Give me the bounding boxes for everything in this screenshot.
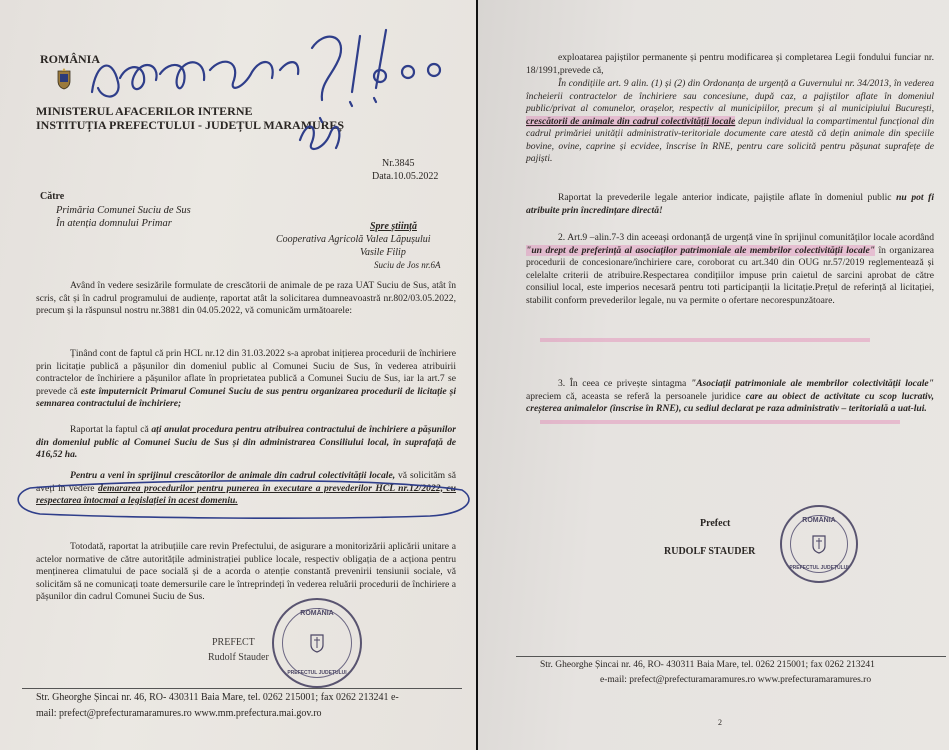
official-stamp bbox=[272, 598, 362, 688]
right-paragraph-4 bbox=[526, 232, 934, 307]
paragraph-1-text: Având în vedere sesizările formulate de crescătorii de animale de pe raza UAT Suciu de Sus, atât în scris, cât și în cadrul programului de audiențe, raportat atât la solicitarea dumneavoastră nr.802/03.05.2022, precum și la răspunsul nostru nr.3881 din 04.05.2022, vă comunicăm următoarele: bbox=[36, 280, 456, 316]
right-paragraph-4-rest: în organizarea procedurii de concesionare/închiriere care, coroborat cu art.340 din OUG nr.57/2019 reglementează și celelalte criterii de atribuire.Respectarea condițiilor impuse prin caietul de sarcini aprobat de către consiliul local, este imperios necesară pentru toti participanții la licitație.Prețul de referință al licitației, stabilit conform prevederilor legale, nu va permite o ofertare necorespunzătoare. bbox=[526, 244, 934, 306]
right-paragraph-1 bbox=[526, 52, 934, 77]
right-paragraph-5-term: "Asociații patrimoniale ale membrilor colectivității locale" bbox=[690, 378, 934, 389]
right-paragraph-2-rest: depun individual la compartimentul funcțional din cadrul primăriei unității administrativ-teritoriale documente care atestă că dețin animale din speciile bovine, ovine, caprine și ecvidee, înscrise în RNE, pentru care solicită pentru pășunat suprafețe de pajiști. bbox=[526, 115, 934, 164]
right-paragraph-1-text: exploatarea pajiștilor permanente și pentru modificarea și completarea Legii fondului funciar nr. 18/1991,prevede că, bbox=[526, 52, 934, 76]
paragraph-4 bbox=[36, 470, 456, 508]
right-paragraph-3-text: Raportat la prevederile legale anterior indicate, pajiștile aflate în domeniul public bbox=[558, 192, 897, 203]
cc-line-3: Suciu de Jos nr.6A bbox=[374, 260, 441, 270]
right-footer-divider bbox=[516, 656, 946, 657]
right-paragraph-3 bbox=[526, 192, 934, 217]
right-signature-name: RUDOLF STAUDER bbox=[664, 546, 756, 557]
stamp-text-bottom: PREFECTUL JUDEȚULUI bbox=[287, 670, 347, 676]
cc-line-1: Cooperativa Agricolă Valea Lăpușului bbox=[276, 234, 431, 245]
stamp-crest-icon bbox=[309, 633, 325, 653]
right-official-stamp bbox=[780, 505, 858, 583]
cc-label: Spre știință bbox=[370, 221, 417, 232]
paragraph-3-text: Raportat la faptul că bbox=[70, 424, 152, 435]
paragraph-1 bbox=[36, 280, 456, 318]
right-footer-contact: e-mail: prefect@prefecturamaramures.ro www.prefecturamaramures.ro bbox=[600, 675, 872, 685]
header-country: ROMÂNIA bbox=[40, 52, 100, 66]
document-number: Nr.3845 bbox=[382, 158, 415, 169]
recipient-label: Către bbox=[40, 191, 65, 202]
right-paragraph-2-highlight: crescătorii de animale din cadrul colectivității locale bbox=[526, 115, 736, 127]
right-paragraph-5-text-2: apreciem că, aceasta se referă la persoanele juridice bbox=[526, 390, 746, 402]
header-institution: INSTITUȚIA PREFECTULUI - JUDEȚUL MARAMUREȘ bbox=[36, 118, 345, 132]
right-paragraph-3-emphasis: nu pot fi atribuite prin încredințare directă! bbox=[526, 192, 934, 216]
highlight-stroke bbox=[540, 338, 870, 342]
paragraph-5 bbox=[36, 541, 456, 604]
paragraph-5-text: Totodată, raportat la atribuțiile care revin Prefectului, de asigurare a monitorizării aplicării unitare a actelor normative de către autoritățile administrației publice locale, respectiv obligația de a acționa pentru menținerea climatului de pace socială și de a acorda o atenție constantă prevenirii tensiunii sociale, vă solicităm să ne comunicați toate demersurile care le întreprindeți în vederea reluării procedurii de închiriere a pășunilor din cadrul Comunei Suciu de Sus. bbox=[36, 541, 456, 602]
right-paragraph-2-text: În condițiile art. 9 alin. (1) și (2) din Ordonanța de urgență a Guvernului nr. 34/2013, în vederea încheierii contractelor de închiriere sau concesiune, după caz, a pajiștilor aflate în domeniul public/privat al comunelor, orașelor, respectiv al municipiilor, precum și al municipiului București, bbox=[526, 78, 934, 114]
right-stamp-crest-icon bbox=[811, 534, 827, 554]
right-signature-title: Prefect bbox=[700, 518, 731, 529]
right-stamp-text-bottom: PREFECTUL JUDEȚULUI bbox=[789, 565, 849, 571]
page-number: 2 bbox=[718, 718, 722, 727]
paragraph-3-emphasis: ați anulat procedura pentru atribuirea contractului de închiriere a pășunilor din domeniul public al Comunei Suciu de Sus și din administrarea Consiliului local, în suprafață de 416,52 ha. bbox=[36, 424, 456, 460]
right-paragraph-5 bbox=[526, 378, 934, 416]
coat-of-arms-icon bbox=[56, 68, 72, 90]
cc-line-2: Vasile Filip bbox=[360, 247, 406, 258]
document-date: Data.10.05.2022 bbox=[372, 171, 439, 182]
right-paragraph-2 bbox=[526, 78, 934, 166]
right-paragraph-4-text: 2. Art.9 –alin.7-3 din aceeași ordonanță de urgență vine în sprijinul comunităților locale acordând bbox=[558, 232, 934, 243]
paragraph-4-lead: Pentru a veni în sprijinul crescătorilor de animale din cadrul colectivității locale, bbox=[70, 470, 396, 481]
recipient-line-1: Primăria Comunei Suciu de Sus bbox=[56, 205, 191, 216]
right-stamp-text-top: ROMÂNIA bbox=[802, 517, 836, 524]
footer-divider bbox=[22, 688, 462, 689]
signature-name: Rudolf Stauder bbox=[208, 652, 269, 663]
paragraph-3 bbox=[36, 424, 456, 462]
handwritten-annotation bbox=[0, 0, 476, 200]
right-paragraph-4-highlight: "un drept de preferință al asociaților patrimoniale ale membrilor colectivității locale" bbox=[526, 244, 876, 256]
right-paragraph-5-emphasis: care au obiect de activitate cu scop lucrativ, creșterea animalelor (înscrise în RNE), cu sediul declarat pe raza administrativ – teritorială a uat-lui. bbox=[526, 390, 934, 414]
right-paragraph-5-text: 3. În ceea ce privește sintagma bbox=[558, 378, 691, 389]
paragraph-2-emphasis: este împuternicit Primarul Comunei Suciu de sus pentru organizarea procedurii de licitație și semnarea contractului de închiriere; bbox=[36, 385, 456, 409]
signature-title: PREFECT bbox=[212, 637, 255, 648]
highlight-stroke bbox=[540, 420, 900, 424]
footer-address: Str. Gheorghe Șincai nr. 46, RO- 430311 Baia Mare, tel. 0262 215001; fax 0262 213241 e- bbox=[36, 692, 399, 703]
recipient-line-2: În atenția domnului Primar bbox=[56, 218, 172, 229]
stamp-text-top: ROMÂNIA bbox=[300, 610, 334, 617]
paragraph-2-text: Ținând cont de faptul că prin HCL nr.12 din 31.03.2022 s-a aprobat inițierea procedurii de închiriere prin licitație publică a pășunilor din domeniul public al Comunei Suciu de Sus, în vederea atribuirii contractelor de închiriere a pășunilor aflate în proprietatea publică a Comunei Suciu de Sus, iar la art.7 se prevede că bbox=[36, 348, 456, 397]
paragraph-4-text: vă solicităm să aveți în vedere bbox=[36, 470, 456, 494]
paragraph-2 bbox=[36, 348, 456, 411]
footer-contact: mail: prefect@prefecturamaramures.ro www.mm.prefectura.mai.gov.ro bbox=[36, 708, 322, 719]
right-footer-address: Str. Gheorghe Șincai nr. 46, RO- 430311 Baia Mare, tel. 0262 215001; fax 0262 213241 bbox=[540, 660, 875, 670]
header-ministry: MINISTERUL AFACERILOR INTERNE bbox=[36, 104, 253, 118]
paragraph-4-emphasis: demararea procedurilor pentru punerea în executare a prevederilor HCL nr.12/2022, cu respectarea întocmai a legislației în acest domeniu. bbox=[36, 482, 456, 506]
